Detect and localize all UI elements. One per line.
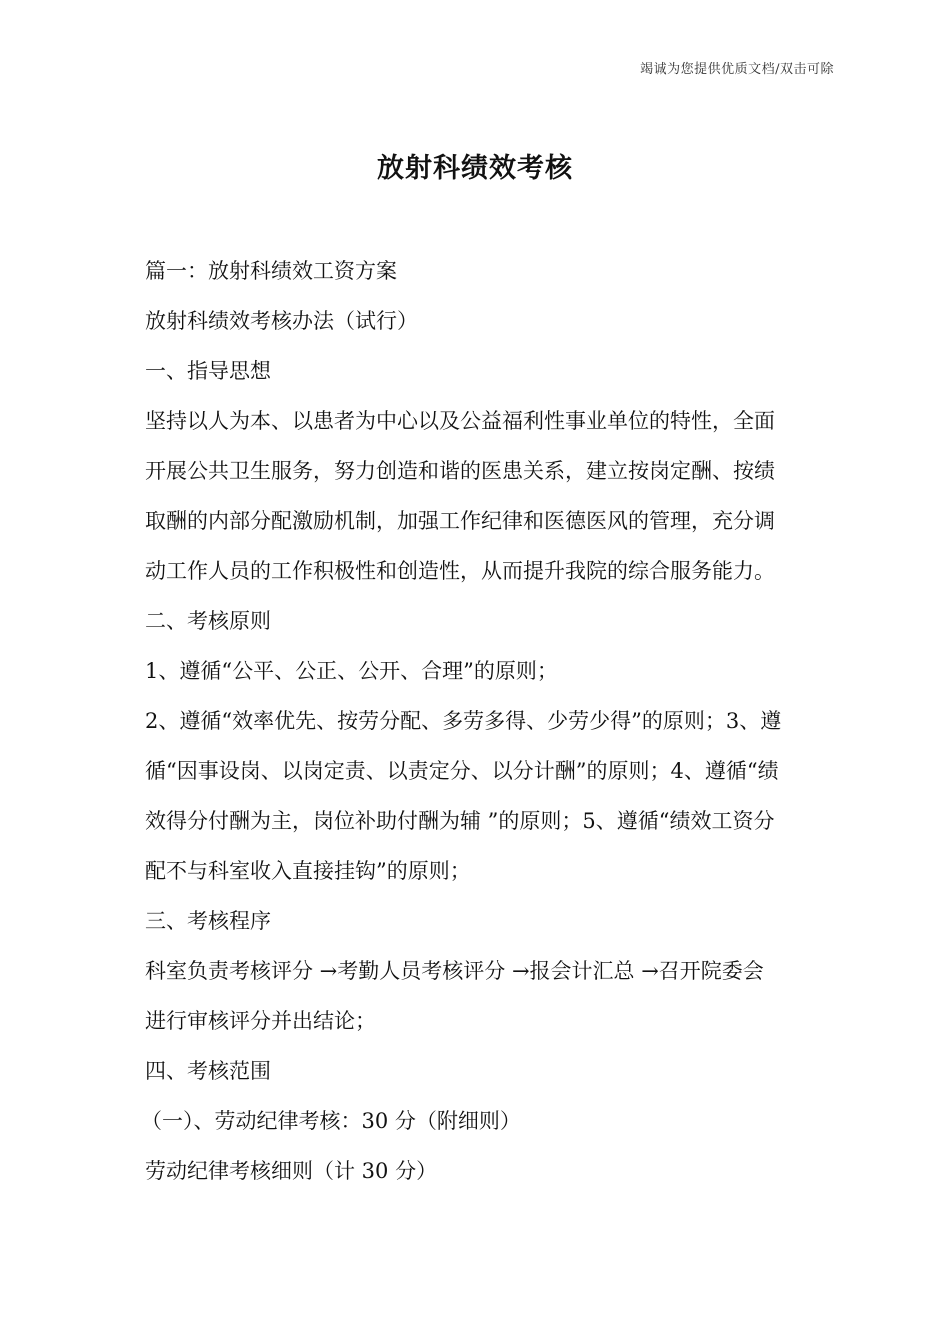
paragraph-line: 效得分付酬为主，岗位补助付酬为辅 ”的原则；5、遵循“绩效工资分 (145, 809, 775, 833)
paragraph-line: 劳动纪律考核细则（计 30 分） (145, 1159, 438, 1183)
subsection-heading-labor-discipline: （一）、劳动纪律考核：30 分（附细则） (141, 1109, 521, 1133)
paragraph-line: 取酬的内部分配激励机制，加强工作纪律和医德医风的管理，充分调 (145, 509, 775, 533)
paragraph-line: 循“因事设岗、以岗定责、以责定分、以分计酬”的原则；4、遵循“绩 (145, 759, 779, 783)
document-body (141, 246, 810, 1196)
section-heading-assessment-procedure: 三、考核程序 (145, 909, 271, 933)
section-heading-part-one: 篇一：放射科绩效工资方案 (145, 259, 397, 283)
document-subtitle: 放射科绩效考核办法（试行） (145, 309, 418, 333)
paragraph-line: 坚持以人为本、以患者为中心以及公益福利性事业单位的特性，全面 (145, 409, 775, 433)
paragraph-line: 1、遵循“公平、公正、公开、合理”的原则； (145, 659, 558, 683)
paragraph-line: 动工作人员的工作积极性和创造性，从而提升我院的综合服务能力。 (145, 559, 775, 583)
section-heading-guiding-ideology: 一、指导思想 (145, 359, 271, 383)
paragraph-line: 开展公共卫生服务，努力创造和谐的医患关系，建立按岗定酬、按绩 (145, 459, 775, 483)
header-note: 竭诚为您提供优质文档/双击可除 (640, 62, 834, 77)
document-title: 放射科绩效考核 (377, 153, 573, 184)
section-heading-assessment-principles: 二、考核原则 (145, 609, 271, 633)
paragraph-line: 科室负责考核评分 →考勤人员考核评分 →报会计汇总 →召开院委会 (145, 959, 764, 983)
section-heading-assessment-scope: 四、考核范围 (145, 1059, 271, 1083)
paragraph-line: 2、遵循“效率优先、按劳分配、多劳多得、少劳少得”的原则；3、遵 (145, 709, 782, 733)
paragraph-line: 配不与科室收入直接挂钩”的原则； (145, 859, 471, 883)
paragraph-line: 进行审核评分并出结论； (145, 1009, 376, 1033)
